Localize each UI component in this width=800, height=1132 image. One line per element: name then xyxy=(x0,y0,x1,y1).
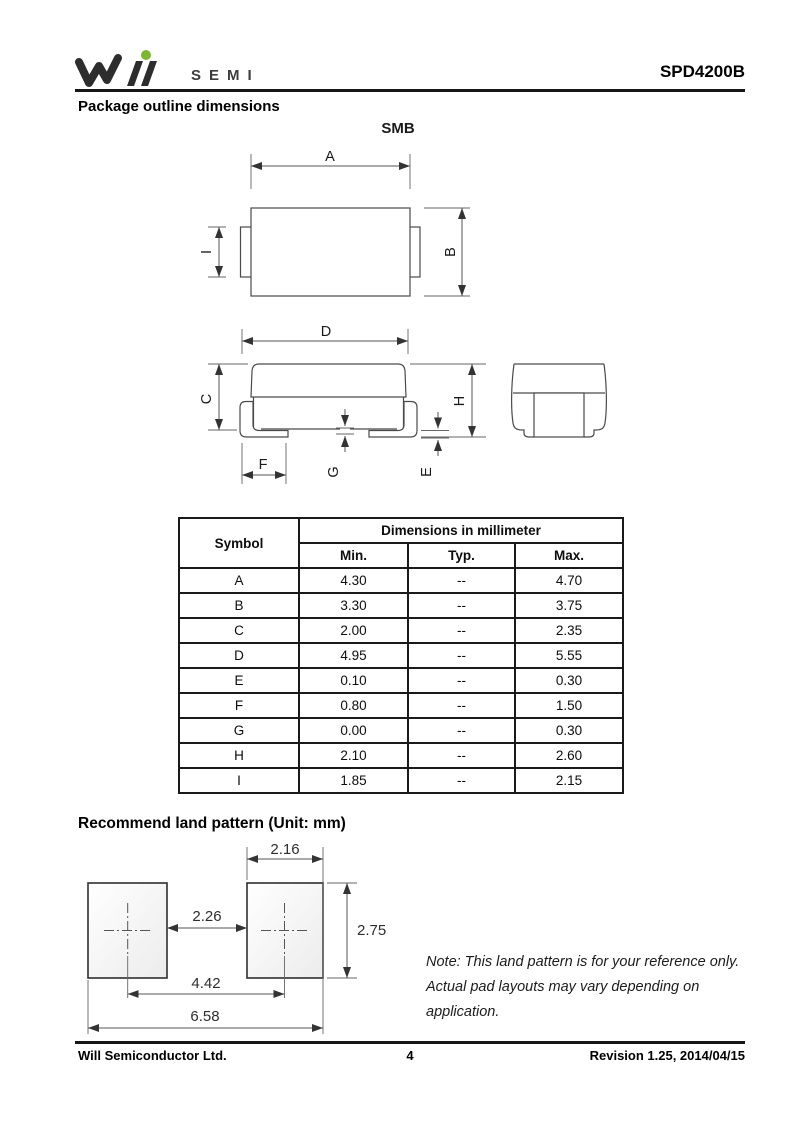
dim-gap: 2.26 xyxy=(192,908,222,925)
table-header-max: Max. xyxy=(515,543,623,568)
table-row xyxy=(179,593,623,618)
cell-min: 2.00 xyxy=(299,618,408,643)
end-view xyxy=(512,364,607,437)
table-header-min: Min. xyxy=(299,543,408,568)
cell-typ: -- xyxy=(408,568,515,593)
cell-min: 4.30 xyxy=(299,568,408,593)
cell-typ: -- xyxy=(408,718,515,743)
cell-symbol: G xyxy=(179,718,299,743)
logo-graphic xyxy=(75,50,187,92)
cell-max: 0.30 xyxy=(515,718,623,743)
footer-page-number: 4 xyxy=(406,1048,414,1063)
company-logo xyxy=(75,50,187,92)
footer-company: Will Semiconductor Ltd. xyxy=(78,1048,227,1063)
top-view xyxy=(199,149,470,296)
note-line-2: Actual pad layouts may vary depending on application. xyxy=(426,979,700,1020)
cell-typ: -- xyxy=(408,693,515,718)
table-header-symbol: Symbol xyxy=(179,518,299,568)
cell-max: 2.15 xyxy=(515,768,623,793)
package-name: SMB xyxy=(381,120,415,137)
dim-label-e: E xyxy=(419,467,435,477)
header-rule xyxy=(75,89,745,92)
cell-min: 0.10 xyxy=(299,668,408,693)
table-row xyxy=(179,743,623,768)
dim-center-spacing: 4.42 xyxy=(191,975,221,992)
footer-revision: Revision 1.25, 2014/04/15 xyxy=(589,1048,745,1063)
dim-label-a: A xyxy=(325,149,335,165)
table-header-typ: Typ. xyxy=(408,543,515,568)
table-row xyxy=(179,568,623,593)
dim-pad-width: 2.16 xyxy=(270,841,300,858)
logo-wave xyxy=(79,58,118,83)
cell-min: 0.80 xyxy=(299,693,408,718)
cell-typ: -- xyxy=(408,668,515,693)
cell-typ: -- xyxy=(408,593,515,618)
cell-min: 2.10 xyxy=(299,743,408,768)
dim-label-f: F xyxy=(258,457,268,473)
top-view-left-tab xyxy=(241,227,252,277)
side-view xyxy=(199,324,486,484)
table-header-group: Dimensions in millimeter xyxy=(299,518,623,543)
cell-min: 4.95 xyxy=(299,643,408,668)
cell-max: 0.30 xyxy=(515,668,623,693)
dim-total-width: 6.58 xyxy=(190,1008,220,1025)
cell-typ: -- xyxy=(408,618,515,643)
cell-max: 2.35 xyxy=(515,618,623,643)
table-row xyxy=(179,693,623,718)
dim-pad-height: 2.75 xyxy=(357,922,387,939)
cell-max: 1.50 xyxy=(515,693,623,718)
cell-typ: -- xyxy=(408,743,515,768)
cell-symbol: F xyxy=(179,693,299,718)
logo-slash-1 xyxy=(127,61,143,86)
note-line-1: Note: This land pattern is for your reference only. xyxy=(426,954,740,970)
table-row xyxy=(179,718,623,743)
cell-max: 2.60 xyxy=(515,743,623,768)
dim-label-g: G xyxy=(326,466,342,478)
cell-min: 3.30 xyxy=(299,593,408,618)
table-row xyxy=(179,618,623,643)
cell-symbol: E xyxy=(179,668,299,693)
dimensions-table xyxy=(178,517,624,794)
package-outline-drawing xyxy=(0,112,800,500)
side-view-right-lead xyxy=(369,402,417,438)
cell-max: 4.70 xyxy=(515,568,623,593)
logo-wordmark: SEMI xyxy=(191,67,260,84)
cell-max: 5.55 xyxy=(515,643,623,668)
top-view-body xyxy=(251,208,410,296)
table-row xyxy=(179,768,623,793)
logo-green-dot xyxy=(141,50,151,60)
cell-symbol: C xyxy=(179,618,299,643)
dim-label-b: B xyxy=(443,247,459,257)
cell-typ: -- xyxy=(408,643,515,668)
table-row xyxy=(179,643,623,668)
part-number: SPD4200B xyxy=(659,62,745,81)
cell-max: 3.75 xyxy=(515,593,623,618)
dim-label-d: D xyxy=(320,324,332,340)
footer-rule xyxy=(75,1041,745,1044)
cell-min: 0.00 xyxy=(299,718,408,743)
end-view-lead-tab xyxy=(534,393,584,437)
dim-label-i: I xyxy=(199,249,215,255)
table-row xyxy=(179,668,623,693)
dim-label-c: C xyxy=(199,393,215,405)
land-pattern-note xyxy=(426,950,766,1025)
logo-slash-2 xyxy=(141,61,157,86)
cell-min: 1.85 xyxy=(299,768,408,793)
cell-symbol: A xyxy=(179,568,299,593)
cell-symbol: I xyxy=(179,768,299,793)
cell-symbol: D xyxy=(179,643,299,668)
land-pattern-title: Recommend land pattern (Unit: mm) xyxy=(78,815,346,832)
cell-symbol: B xyxy=(179,593,299,618)
section-title: Package outline dimensions xyxy=(78,98,280,115)
cell-symbol: H xyxy=(179,743,299,768)
side-view-left-lead xyxy=(240,402,288,438)
cell-typ: -- xyxy=(408,768,515,793)
dim-label-h: H xyxy=(452,395,468,407)
side-view-body-cap xyxy=(251,364,406,397)
top-view-right-tab xyxy=(410,227,421,277)
